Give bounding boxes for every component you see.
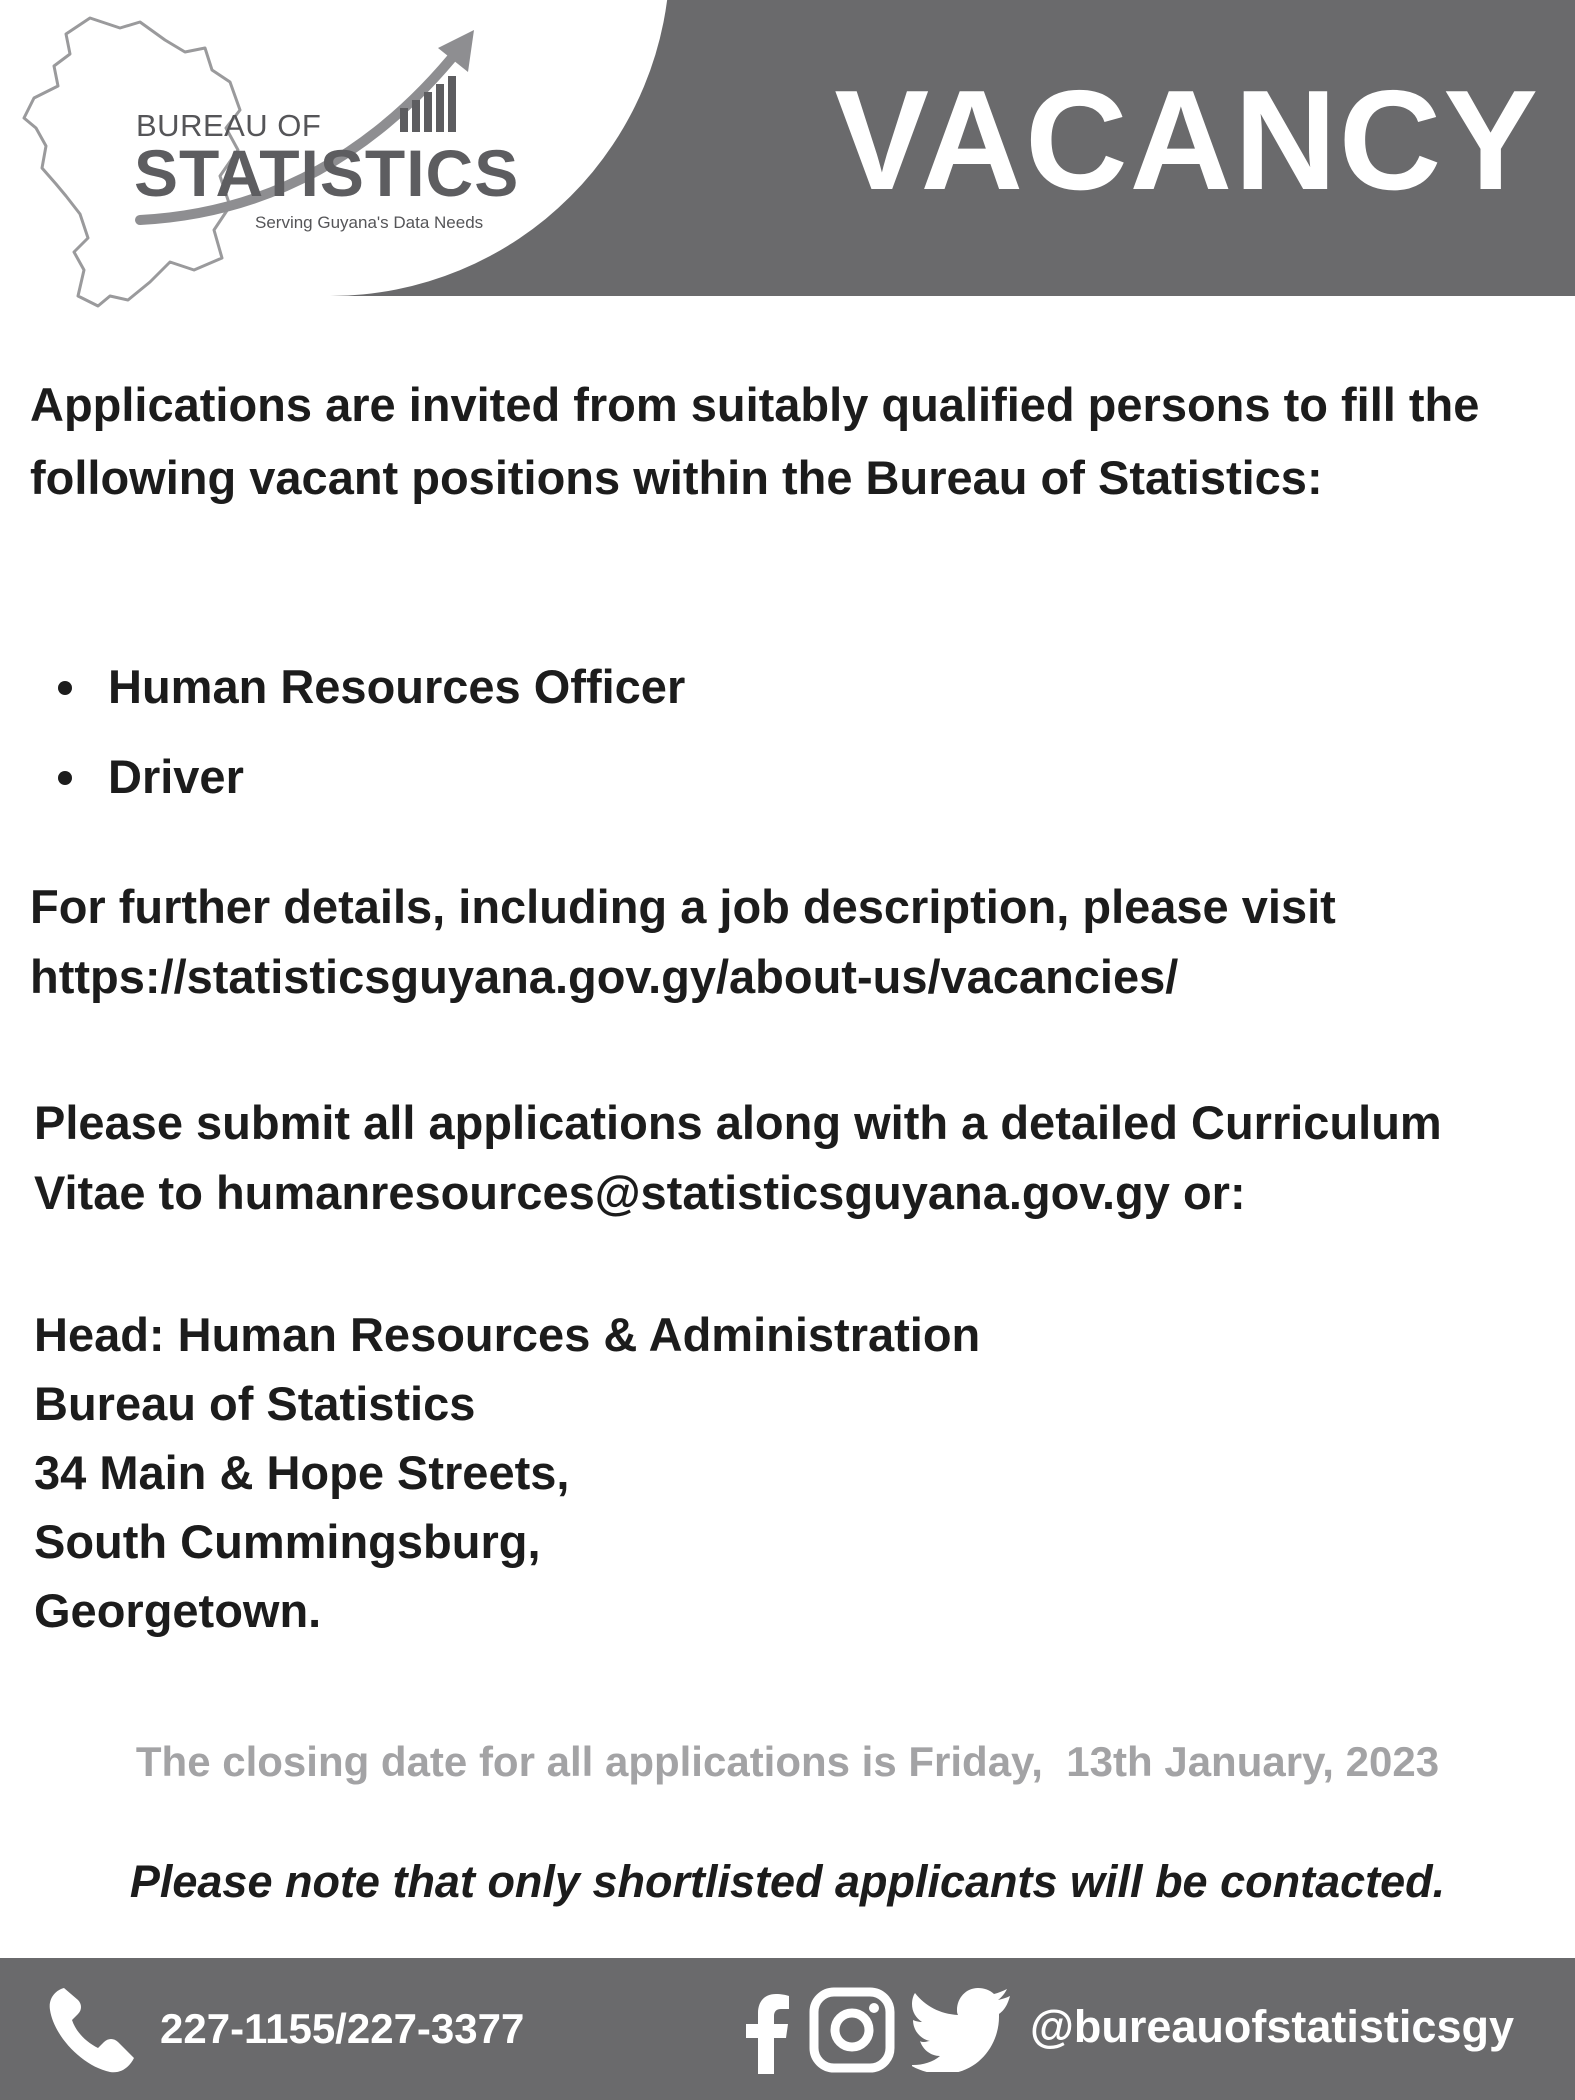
address-line: Bureau of Statistics xyxy=(34,1377,476,1430)
bullet-icon xyxy=(58,681,72,695)
mailing-address xyxy=(34,1300,1534,1645)
list-item xyxy=(30,740,1530,830)
social-handle[interactable]: @bureauofstatisticsgy xyxy=(1030,2001,1514,2052)
logo-line-statistics: STATISTICS xyxy=(134,136,520,210)
page-title: VACANCY xyxy=(834,61,1540,220)
phone-icon xyxy=(42,1980,142,2080)
intro-paragraph: Applications are invited from suitably qualified persons to fill the following vacant positions within the Bureau of Statistics: xyxy=(30,378,1480,504)
address-line: South Cummingsburg, xyxy=(34,1515,541,1568)
logo-tagline: Serving Guyana's Data Needs xyxy=(255,213,484,232)
bureau-logo xyxy=(0,0,520,300)
phone-number: 227-1155/227-3377 xyxy=(160,2005,525,2052)
address-line: Georgetown. xyxy=(34,1584,322,1637)
closing-date-text: The closing date for all applications is Friday, 13th January, 2023 xyxy=(135,1738,1440,1785)
bullet-icon xyxy=(58,771,72,785)
vacancies-link[interactable]: https://statisticsguyana.gov.gy/about-us/vacancies/ xyxy=(30,950,1179,1003)
position-title: Driver xyxy=(108,750,244,803)
position-title: Human Resources Officer xyxy=(108,660,686,713)
address-line: Head: Human Resources & Administration xyxy=(34,1308,981,1361)
shortlist-note: Please note that only shortlisted applicants will be contacted. xyxy=(129,1856,1446,1907)
logo-line-bureau: BUREAU OF xyxy=(136,108,322,143)
submit-line-1: Please submit all applications along with a detailed Curriculum xyxy=(34,1096,1442,1149)
positions-list xyxy=(30,650,1530,830)
submit-line-2: Vitae to humanresources@statisticsguyana.gov.gy or: xyxy=(34,1166,1246,1219)
details-paragraph xyxy=(30,872,1530,1012)
address-line: 34 Main & Hope Streets, xyxy=(34,1446,570,1499)
twitter-icon[interactable] xyxy=(912,1986,1012,2072)
list-item xyxy=(30,650,1530,740)
submit-paragraph xyxy=(34,1088,1534,1228)
instagram-icon[interactable] xyxy=(808,1986,896,2074)
facebook-icon[interactable] xyxy=(738,1990,794,2074)
footer-band xyxy=(0,1958,1575,2100)
details-text: For further details, including a job description, please visit xyxy=(30,880,1336,933)
